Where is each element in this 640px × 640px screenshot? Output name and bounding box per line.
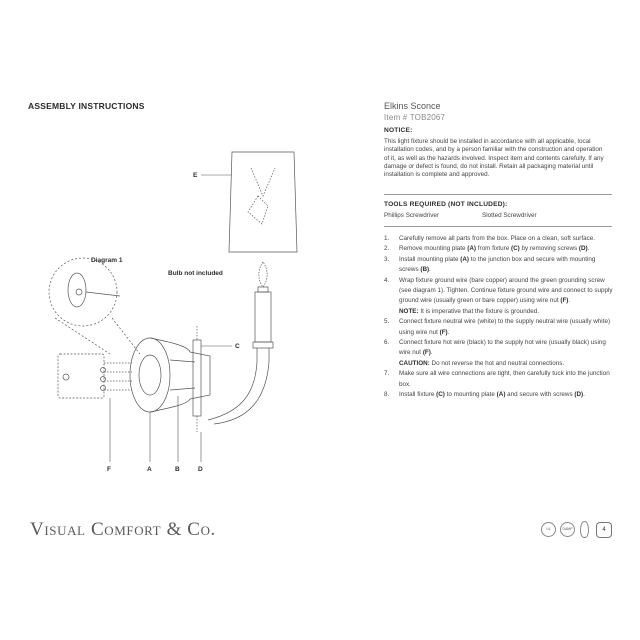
step-text: Install mounting plate (A) to the junction box and secure with mounting screws (B). [399, 255, 596, 274]
flame-icon [580, 521, 589, 538]
step-number: 6. [384, 339, 390, 347]
step-text: Remove mounting plate (A) from fixture (C) by removing screws (D). [399, 245, 590, 253]
step-note [384, 307, 614, 317]
label-b: B [175, 466, 180, 473]
step-text: Wrap fixture ground wire (bare copper) around the green grounding screw (see diagram 1). Tighten. Continue fixture ground wire and connect to supply ground wire (usually green or bare copper) using wire nut (F). [399, 276, 613, 305]
page-number: 4 [596, 522, 612, 538]
step-text: Connect fixture neutral wire (white) to the supply neutral wire (usually white) using wire nut (F). [399, 318, 611, 336]
step-number: 2. [384, 245, 390, 253]
damp-location-icon: DAMP [560, 522, 575, 537]
step-item [384, 390, 614, 400]
diagram-1-inset [49, 258, 140, 354]
step-number: 4. [384, 276, 390, 284]
step-number: 3. [384, 255, 390, 263]
step-item [384, 317, 614, 338]
step-text: Carefully remove all parts from the box. Place on a clean, soft surface. [399, 235, 595, 242]
bulb-drawing [208, 262, 273, 424]
label-f: F [107, 466, 111, 473]
step-item [384, 244, 614, 254]
page-title: ASSEMBLY INSTRUCTIONS [28, 101, 145, 111]
step-text: Install fixture (C) to mounting plate (A) and secure with screws (D). [399, 391, 585, 399]
step-item [384, 276, 614, 307]
mounting-plate-drawing [130, 338, 210, 412]
step-number: 7. [384, 370, 390, 378]
bulb-not-included-label: Bulb not included [168, 270, 223, 277]
step-item [384, 255, 614, 276]
step-note-text: Do not reverse the hot and neutral connections. [429, 359, 565, 367]
step-text: Make sure all wire connections are tight, then carefully tuck into the junction box. [399, 370, 610, 388]
step-note-label: CAUTION: [399, 359, 430, 367]
notice-title: NOTICE: [384, 127, 413, 134]
step-note-label: NOTE: [399, 307, 419, 315]
label-e: E [193, 172, 198, 179]
steps-list [384, 234, 614, 401]
tool-item: Phillips Screwdriver [384, 212, 439, 219]
step-item [384, 338, 614, 359]
step-note-text: It is imperative that the fixture is grounded. [418, 307, 539, 315]
brand-logo: Visual Comfort & Co. [30, 519, 216, 540]
step-note [384, 359, 614, 369]
step-item [384, 234, 614, 244]
divider [384, 194, 612, 195]
step-number: 8. [384, 391, 390, 399]
step-item [384, 369, 614, 390]
ul-certification-icon: UL [541, 522, 556, 537]
divider [384, 226, 612, 227]
shade-drawing [229, 152, 297, 252]
junction-box-drawing [58, 354, 132, 398]
label-a: A [147, 466, 152, 473]
item-number: Item # TOB2067 [384, 113, 446, 122]
notice-text: This light fixture should be installed in accordance with all applicable, local installation codes, and by a person familiar with the construction and operation of it, as well as the hazards involved. Inspect item and contents carefully. If any damage or defect is found, do not install. Retain all packaging material until installation is complete and approved. [384, 138, 604, 179]
step-text: Connect fixture hot wire (black) to the supply hot wire (usually black) using wire nut (F). [399, 339, 606, 357]
step-number: 5. [384, 318, 390, 326]
label-c: C [235, 343, 240, 350]
step-number: 1. [384, 235, 390, 242]
label-d: D [198, 466, 203, 473]
backplate-drawing [193, 326, 201, 432]
tool-item: Slotted Screwdriver [482, 212, 537, 219]
product-name: Elkins Sconce [384, 101, 441, 111]
assembly-diagram [0, 0, 380, 500]
diagram-1-label: Diagram 1 [91, 257, 123, 264]
tools-title: TOOLS REQUIRED (NOT INCLUDED): [384, 201, 508, 208]
